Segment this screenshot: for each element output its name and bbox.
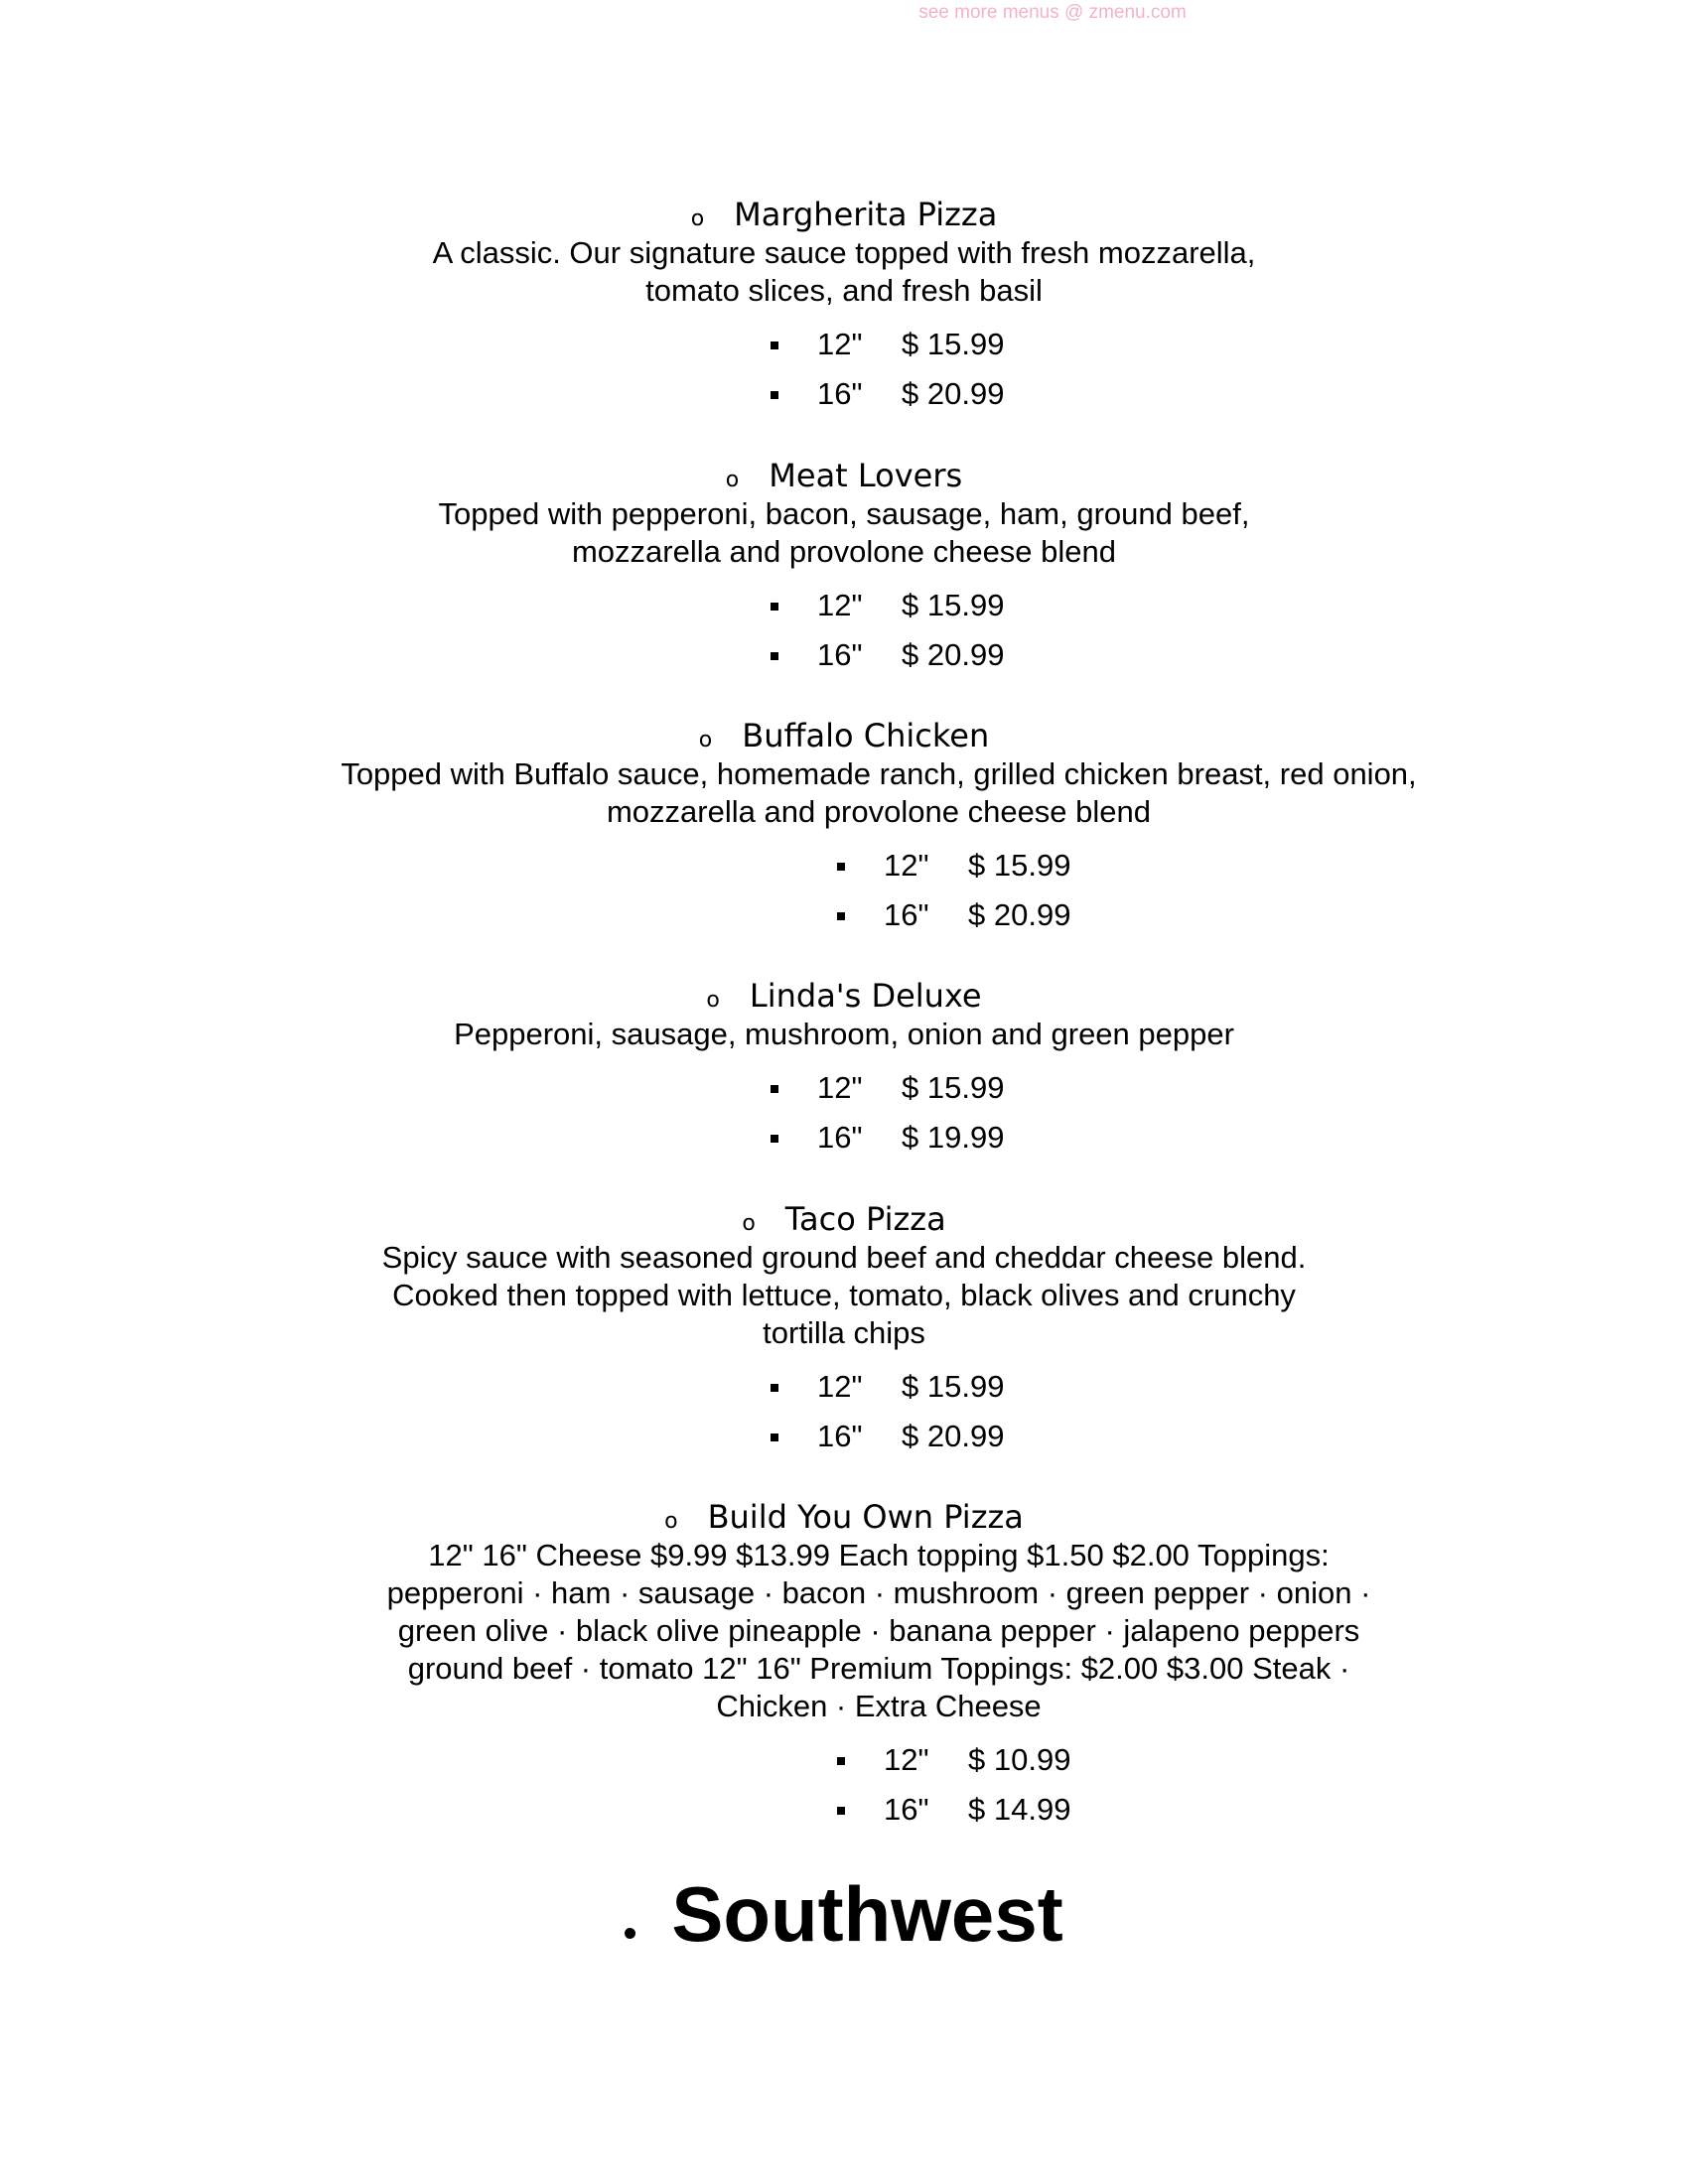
circle-bullet-icon: o [664, 1509, 678, 1534]
circle-bullet-icon: o [706, 988, 720, 1013]
size-label: 12" [817, 327, 863, 361]
square-bullet-icon [771, 652, 778, 660]
item-description: A classic. Our signature sauce topped with fresh mozzarella, tomato slices, and fresh basil [432, 235, 1256, 308]
section-heading [0, 1866, 1688, 1962]
item-name: Buffalo Chicken [742, 717, 990, 754]
item-title [0, 1497, 1688, 1537]
menu-item [0, 456, 1688, 680]
square-bullet-icon [771, 1433, 778, 1441]
price-row [0, 1362, 1688, 1412]
price-label: $ 15.99 [902, 1070, 1005, 1105]
item-name: Build You Own Pizza [707, 1498, 1024, 1536]
square-bullet-icon [837, 1757, 845, 1765]
menu-item [0, 976, 1688, 1162]
section-title: Southwest [671, 1870, 1063, 1958]
circle-bullet-icon: o [698, 728, 713, 752]
size-label: 16" [817, 1120, 863, 1155]
circle-bullet-icon: o [690, 206, 705, 231]
square-bullet-icon [837, 1807, 845, 1815]
price-row [0, 581, 1688, 630]
price-list [0, 1362, 1688, 1461]
price-label: $ 20.99 [902, 376, 1005, 411]
size-label: 16" [817, 1419, 863, 1453]
price-row [0, 1785, 1688, 1835]
size-label: 12" [817, 1070, 863, 1105]
circle-bullet-icon: o [742, 1211, 756, 1236]
price-label: $ 20.99 [902, 1419, 1005, 1453]
price-label: $ 10.99 [968, 1742, 1071, 1777]
menu-item [0, 716, 1688, 940]
size-label: 12" [884, 848, 929, 883]
menu-item [0, 195, 1688, 419]
price-list [0, 1735, 1688, 1835]
price-row [0, 1735, 1688, 1785]
circle-bullet-icon: o [725, 468, 740, 492]
size-label: 16" [817, 376, 863, 411]
square-bullet-icon [771, 341, 778, 349]
price-row [0, 630, 1688, 680]
item-title [0, 976, 1688, 1016]
watermark[interactable]: see more menus @ zmenu.com [918, 2, 1187, 23]
square-bullet-icon [771, 1135, 778, 1143]
price-row [0, 320, 1688, 369]
price-label: $ 19.99 [902, 1120, 1005, 1155]
size-label: 12" [817, 588, 863, 622]
size-label: 16" [884, 897, 929, 932]
price-label: $ 15.99 [968, 848, 1071, 883]
item-name: Meat Lovers [769, 457, 963, 494]
item-description: 12" 16" Cheese $9.99 $13.99 Each topping $1.50 $2.00 Toppings: pepperoni · ham · sausage · bacon · mushroom · green pepper · onion · green olive · black olive pineapple · banana pepper · jalapeno peppers ground beef · tomato 12" 16" Premium Toppings: $2.00 $3.00 Steak · Chicken · Extra Cheese [386, 1538, 1371, 1723]
square-bullet-icon [771, 603, 778, 611]
square-bullet-icon [837, 863, 845, 871]
price-label: $ 15.99 [902, 1369, 1005, 1404]
price-row [0, 1113, 1688, 1162]
item-title [0, 716, 1688, 755]
menu-item [0, 1497, 1688, 1835]
item-title [0, 456, 1688, 495]
price-list [0, 1063, 1688, 1162]
price-label: $ 20.99 [902, 637, 1005, 672]
item-description: Topped with pepperoni, bacon, sausage, ham, ground beef, mozzarella and provolone cheese blend [438, 496, 1250, 569]
price-row [0, 1063, 1688, 1113]
price-row [0, 841, 1688, 890]
dot-bullet-icon [625, 1928, 635, 1939]
item-description: Spicy sauce with seasoned ground beef and cheddar cheese blend. Cooked then topped with lettuce, tomato, black olives and crunchy tortilla chips [381, 1240, 1307, 1350]
price-row [0, 1412, 1688, 1461]
price-label: $ 15.99 [902, 327, 1005, 361]
price-list [0, 841, 1688, 940]
size-label: 16" [884, 1792, 929, 1827]
price-list [0, 320, 1688, 419]
item-name: Taco Pizza [784, 1200, 946, 1238]
menu-item [0, 1199, 1688, 1461]
item-description: Pepperoni, sausage, mushroom, onion and green pepper [454, 1017, 1234, 1051]
item-title [0, 195, 1688, 234]
item-name: Linda's Deluxe [749, 977, 982, 1015]
square-bullet-icon [837, 912, 845, 920]
price-list [0, 581, 1688, 680]
square-bullet-icon [771, 1384, 778, 1392]
size-label: 16" [817, 637, 863, 672]
square-bullet-icon [771, 391, 778, 399]
price-row [0, 369, 1688, 419]
price-label: $ 15.99 [902, 588, 1005, 622]
size-label: 12" [817, 1369, 863, 1404]
item-description: Topped with Buffalo sauce, homemade ranch, grilled chicken breast, red onion, mozzarella and provolone cheese blend [341, 756, 1417, 829]
price-row [0, 890, 1688, 940]
size-label: 12" [884, 1742, 929, 1777]
item-title [0, 1199, 1688, 1239]
square-bullet-icon [771, 1085, 778, 1093]
item-name: Margherita Pizza [734, 196, 998, 233]
price-label: $ 20.99 [968, 897, 1071, 932]
price-label: $ 14.99 [968, 1792, 1071, 1827]
